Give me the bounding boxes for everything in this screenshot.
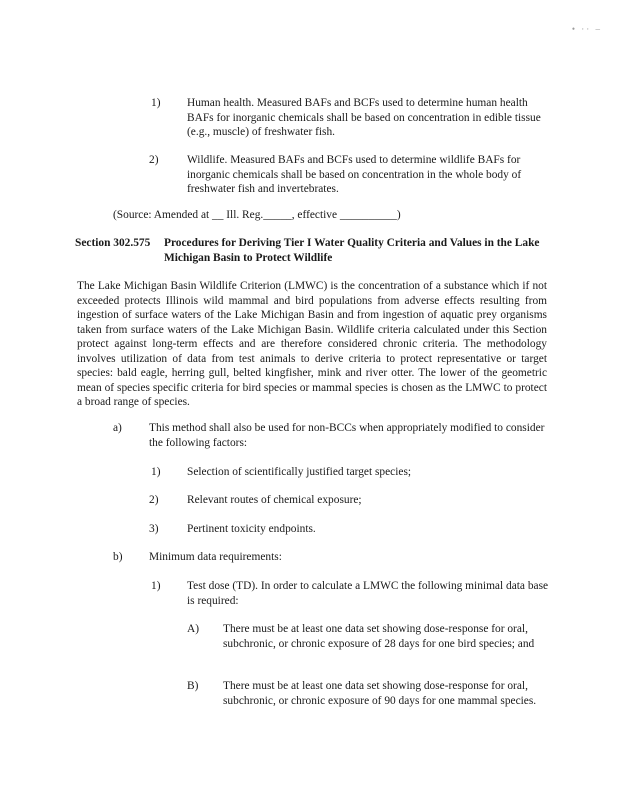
section-number: Section 302.575 bbox=[75, 237, 151, 249]
list-item-text: There must be at least one data set showing dose-response for oral, subchronic, or chronic exposure of 90 days for one mammal species. bbox=[223, 680, 537, 707]
list-item-number: 2) bbox=[149, 494, 159, 506]
list-item-number: 1) bbox=[151, 466, 161, 478]
section-title: Procedures for Deriving Tier I Water Quality Criteria and Values in the Lake Michigan Basin to Protect Wildlife bbox=[164, 237, 540, 264]
item-b-letter: b) bbox=[113, 551, 123, 563]
source-note: (Source: Amended at __ Ill. Reg._____, effective __________) bbox=[113, 209, 401, 221]
list-item-number: 1) bbox=[151, 97, 161, 109]
list-item-text: There must be at least one data set showing dose-response for oral, subchronic, or chronic exposure of 28 days for one bird species; and bbox=[223, 623, 535, 650]
list-item-letter: A) bbox=[187, 623, 200, 635]
item-b-text: Minimum data requirements: bbox=[149, 551, 282, 563]
list-item-number: 1) bbox=[151, 580, 161, 592]
list-item-number: 3) bbox=[149, 523, 159, 535]
item-a-letter: a) bbox=[113, 422, 122, 434]
list-item-text: Relevant routes of chemical exposure; bbox=[187, 494, 362, 506]
list-item-text: Test dose (TD). In order to calculate a LMWC the following minimal data base is required: bbox=[187, 580, 549, 607]
list-item-letter: B) bbox=[187, 680, 199, 692]
page-corner-mark: • ·· – bbox=[571, 24, 602, 34]
list-item-number: 2) bbox=[149, 154, 159, 166]
list-item-text: Pertinent toxicity endpoints. bbox=[187, 523, 316, 535]
section-intro: The Lake Michigan Basin Wildlife Criterion (LMWC) is the concentration of a substance which if not exceeded protects Illinois wild mammal and bird populations from adverse effects resulting from ingestion of surface waters of the Lake Michigan Basin and from ingestion of aquatic prey organisms taken from surface waters of the Lake Michigan Basin. Wildlife criteria calculated under this Section protect against long-term effects and are therefore considered chronic criteria. The methodology involves utilization of data from test animals to derive criteria to protect representative or target species: bald eagle, herring gull, belted kingfisher, mink and river otter. The lower of the geometric mean of species specific criteria for bird species or mammal species is chosen as the LMWC to protect a broad range of species. bbox=[77, 280, 547, 408]
list-item-text: Wildlife. Measured BAFs and BCFs used to determine wildlife BAFs for inorganic chemicals shall be based on concentration in the whole body of freshwater fish and invertebrates. bbox=[187, 154, 522, 195]
list-item-text: Selection of scientifically justified target species; bbox=[187, 466, 412, 478]
list-item-text: Human health. Measured BAFs and BCFs used to determine human health BAFs for inorganic chemicals shall be based on concentration in edible tissue (e.g., muscle) of freshwater fish. bbox=[187, 97, 541, 138]
item-a-text: This method shall also be used for non-BCCs when appropriately modified to consider the following factors: bbox=[149, 422, 545, 449]
